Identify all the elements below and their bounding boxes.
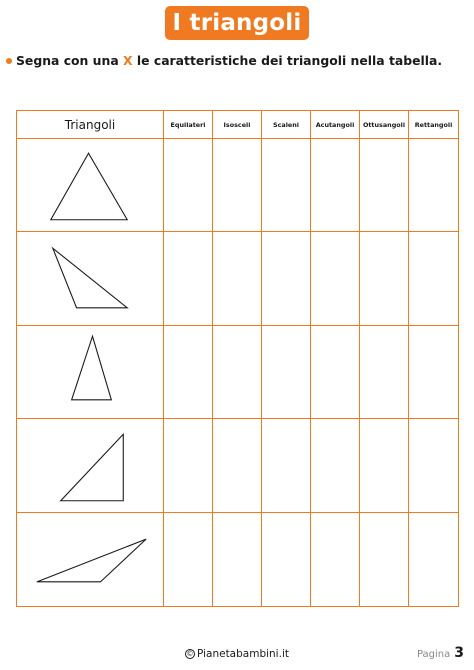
answer-cell-ottusangoli[interactable] <box>360 232 409 325</box>
answer-cell-ottusangoli[interactable] <box>360 513 409 606</box>
page-indicator <box>417 645 464 661</box>
answer-cell-scaleni[interactable] <box>262 419 311 512</box>
page-label: Pagina <box>416 649 451 660</box>
header-label: Isosceli <box>223 120 251 129</box>
header-acutangoli <box>311 111 360 139</box>
answer-cell-ottusangoli[interactable] <box>360 326 409 419</box>
answer-cell-rettangoli[interactable] <box>409 139 458 232</box>
instruction-text-before: Segna con una <box>16 53 124 68</box>
answer-cell-acutangoli[interactable] <box>311 326 360 419</box>
header-equilateri <box>164 111 213 139</box>
answer-cell-equilateri[interactable] <box>164 139 213 232</box>
instruction-x-mark: X <box>123 53 133 68</box>
triangle-cell <box>17 326 164 419</box>
answer-cell-rettangoli[interactable] <box>409 513 458 606</box>
bullet-icon <box>6 58 12 64</box>
header-ottusangoli <box>360 111 409 139</box>
triangles-table <box>16 110 459 607</box>
triangle-2-icon <box>17 232 163 325</box>
answer-cell-isosceli[interactable] <box>213 139 262 232</box>
header-label: Equilateri <box>170 120 206 129</box>
page-number: 3 <box>454 645 464 661</box>
answer-cell-isosceli[interactable] <box>213 326 262 419</box>
answer-cell-isosceli[interactable] <box>213 232 262 325</box>
footer-brand <box>0 648 474 660</box>
triangle-cell <box>17 419 164 512</box>
triangle-5-icon <box>17 513 163 606</box>
answer-cell-rettangoli[interactable] <box>409 419 458 512</box>
triangle-3-icon <box>17 326 163 419</box>
header-triangoli <box>17 111 164 139</box>
answer-cell-acutangoli[interactable] <box>311 513 360 606</box>
answer-cell-rettangoli[interactable] <box>409 326 458 419</box>
header-label: Scaleni <box>273 120 299 129</box>
header-label: Acutangoli <box>315 120 355 129</box>
header-scaleni <box>262 111 311 139</box>
answer-cell-acutangoli[interactable] <box>311 419 360 512</box>
answer-cell-ottusangoli[interactable] <box>360 139 409 232</box>
answer-cell-equilateri[interactable] <box>164 419 213 512</box>
answer-cell-equilateri[interactable] <box>164 326 213 419</box>
triangle-4-icon <box>17 419 163 512</box>
answer-cell-acutangoli[interactable] <box>311 139 360 232</box>
copyright-icon: © <box>186 650 194 658</box>
triangle-cell <box>17 139 164 232</box>
header-isosceli <box>213 111 262 139</box>
answer-cell-scaleni[interactable] <box>262 513 311 606</box>
answer-cell-isosceli[interactable] <box>213 419 262 512</box>
instruction-line <box>6 53 442 68</box>
header-label: Rettangoli <box>414 120 453 129</box>
answer-cell-scaleni[interactable] <box>262 232 311 325</box>
triangle-cell <box>17 232 164 325</box>
header-label: Ottusangoli <box>362 120 406 129</box>
triangle-1-icon <box>17 139 163 232</box>
answer-cell-scaleni[interactable] <box>262 326 311 419</box>
brand-name: Pianetabambini.it <box>197 648 289 660</box>
answer-cell-equilateri[interactable] <box>164 513 213 606</box>
answer-cell-equilateri[interactable] <box>164 232 213 325</box>
answer-cell-scaleni[interactable] <box>262 139 311 232</box>
page-title: I triangoli <box>172 10 302 36</box>
header-rettangoli <box>409 111 458 139</box>
title-banner <box>165 6 309 40</box>
triangle-cell <box>17 513 164 606</box>
answer-cell-acutangoli[interactable] <box>311 232 360 325</box>
header-triangoli-label: Triangoli <box>64 117 116 132</box>
answer-cell-isosceli[interactable] <box>213 513 262 606</box>
instruction-text-after: le caratteristiche dei triangoli nella tabella. <box>132 53 443 68</box>
answer-cell-rettangoli[interactable] <box>409 232 458 325</box>
answer-cell-ottusangoli[interactable] <box>360 419 409 512</box>
